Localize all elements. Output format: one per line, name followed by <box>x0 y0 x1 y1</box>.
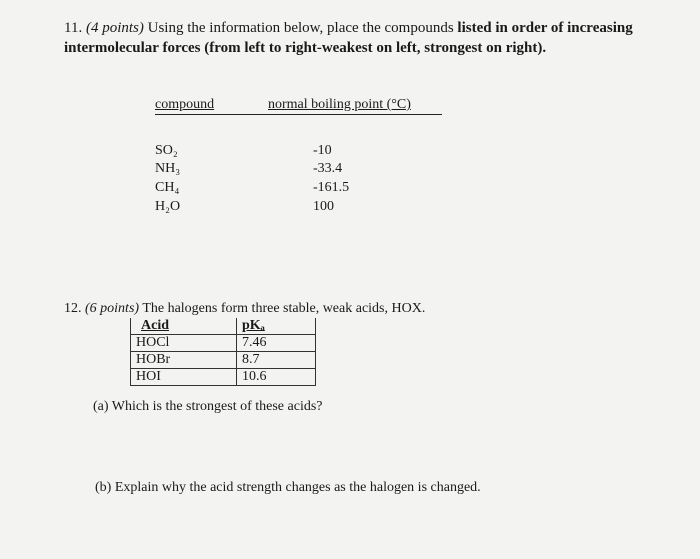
question-12 <box>64 301 425 317</box>
boiling-point-header: normal boiling point (°C) <box>268 97 411 112</box>
question-11-points: (4 points) <box>85 20 144 36</box>
compound-name: NH₃ <box>155 161 181 176</box>
acid-table <box>130 318 316 386</box>
question-12-number: 12. <box>64 301 82 316</box>
pka-cell: 8.7 <box>237 352 316 369</box>
acid-header: Acid <box>131 318 237 335</box>
question-12-text: The halogens form three stable, weak acids, HOX. <box>142 301 426 316</box>
table-row <box>131 352 316 369</box>
part-a-question: (a) Which is the strongest of these acids? <box>93 399 323 414</box>
compound-name: SO₂ <box>155 143 178 158</box>
acid-cell: HOI <box>131 369 237 386</box>
part-b-question: (b) Explain why the acid strength changes as the halogen is changed. <box>95 480 481 495</box>
pka-cell: 10.6 <box>237 369 316 386</box>
question-12-points: (6 points) <box>85 301 140 316</box>
table-row <box>131 335 316 352</box>
header-divider <box>155 114 442 115</box>
boiling-point-value: -33.4 <box>313 161 343 176</box>
acid-table-header-row <box>131 318 316 335</box>
pka-cell: 7.46 <box>237 335 316 352</box>
pka-header: pKₐ <box>237 318 316 335</box>
compound-header: compound <box>155 97 215 112</box>
boiling-point-value: -161.5 <box>313 180 350 195</box>
question-11-number: 11. <box>64 20 83 36</box>
acid-cell: HOCl <box>131 335 237 352</box>
question-11-text-plain: Using the information below, place the compounds <box>147 20 454 36</box>
acid-cell: HOBr <box>131 352 237 369</box>
boiling-point-value: -10 <box>313 143 332 158</box>
boiling-point-value: 100 <box>313 199 334 214</box>
compound-name: CH₄ <box>155 180 180 195</box>
question-11 <box>64 18 664 58</box>
compound-name: H₂O <box>155 199 181 214</box>
table-row <box>131 369 316 386</box>
question-11-text-bold: listed in order of increasing intermolecular forces (from left to right-weakest on left, strongest on right). <box>64 20 633 56</box>
